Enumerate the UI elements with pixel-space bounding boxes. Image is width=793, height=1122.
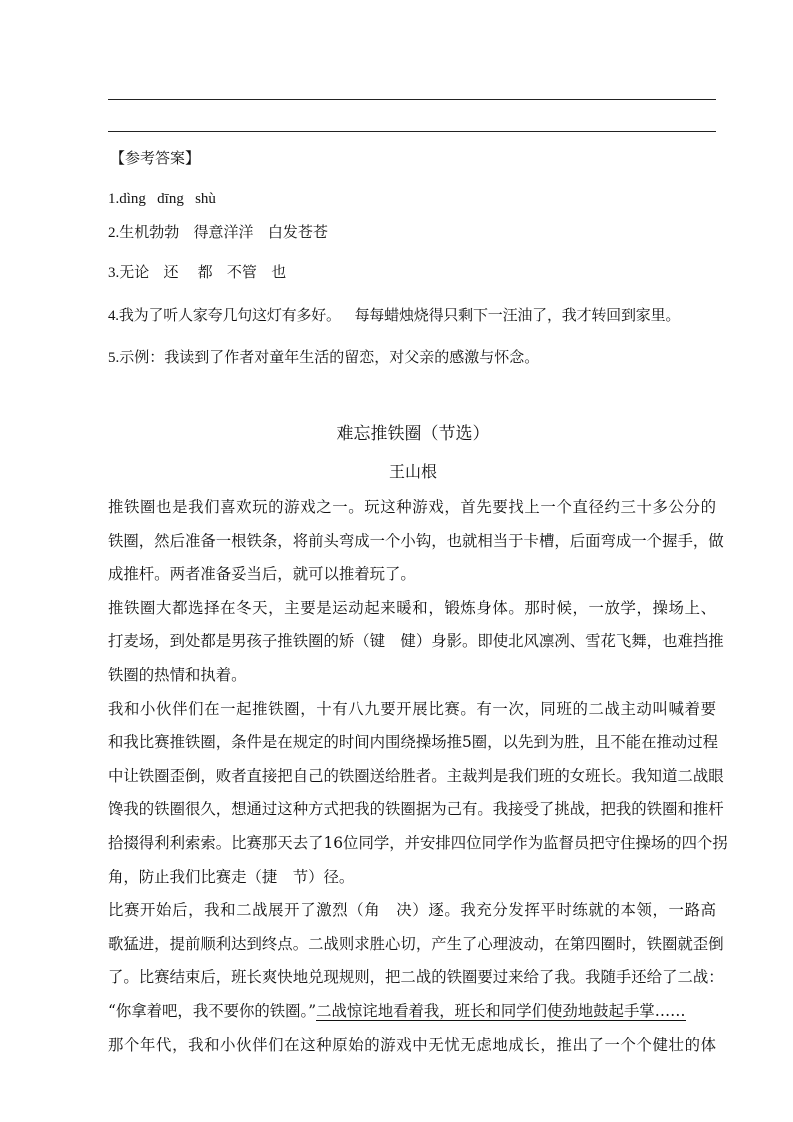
text-line: 推铁圈大都选择在冬天，主要是运动起来暖和，锻炼身体。那时候，一放学，操场上、 xyxy=(108,598,716,617)
text-line: 馋我的铁圈很久，想通过这种方式把我的铁圈据为己有。我接受了挑战，把我的铁圈和推杆 xyxy=(108,800,724,819)
answers-heading: 【参考答案】 xyxy=(110,149,201,167)
underlined-sentence: 二战惊诧地看着我，班长和同学们使劲地鼓起手掌…… xyxy=(316,1001,686,1020)
text-line: 我和小伙伴们在一起推铁圈，十有八九要开展比赛。有一次，同班的二战主动叫喊着要 xyxy=(108,699,716,718)
text-line: 歌猛进，提前顺利达到终点。二战则求胜心切，产生了心理波动，在第四圈时，铁圈就歪倒 xyxy=(108,934,724,953)
answer-item-5: 5.示例：我读到了作者对童年生活的留恋，对父亲的感激与怀念。 xyxy=(108,348,540,366)
text-line: 成推杆。两者准备妥当后，就可以推着玩了。 xyxy=(108,565,416,584)
text-line: 铁圈的热情和执着。 xyxy=(108,665,247,684)
answer-item-2: 2.生机勃勃 得意洋洋 白发苍苍 xyxy=(108,223,328,241)
text-line: 打麦场，到处都是男孩子推铁圈的矫（键 健）身影。即使北风凛冽、雪花飞舞，也难挡推 xyxy=(108,632,724,651)
article-author: 王山根 xyxy=(388,462,437,481)
text-line: 那个年代，我和小伙伴们在这种原始的游戏中无忧无虑地成长，推出了一个个健壮的体 xyxy=(108,1035,716,1054)
text-line: 了。比赛结束后，班长爽快地兑现规则，把二战的铁圈要过来给了我。我随手还给了二战： xyxy=(108,968,724,987)
answer-item-3: 3.无论 还 都 不管 也 xyxy=(108,263,287,281)
answer-item-1: 1.dìng dīng shù xyxy=(108,191,216,207)
article-title: 难忘推铁圈（节选） xyxy=(336,424,490,444)
answer-item-4: 4.我为了听人家夸几句这灯有多好。 每每蜡烛烧得只剩下一汪油了，我才转回到家里。 xyxy=(108,306,681,324)
text-line: 中让铁圈歪倒，败者直接把自己的铁圈送给胜者。主裁判是我们班的女班长。我知道二战眼 xyxy=(108,766,724,785)
text-line: 拾掇得利利索索。比赛那天去了16位同学，并安排四位同学作为监督员把守住操场的四个拐 xyxy=(108,833,728,852)
text-line: “你拿着吧，我不要你的铁圈。”二战惊诧地看着我，班长和同学们使劲地鼓起手掌…… xyxy=(108,1001,686,1020)
text-line: 角，防止我们比赛走（捷 节）径。 xyxy=(108,867,355,886)
text-line: 比赛开始后，我和二战展开了激烈（角 决）逐。我充分发挥平时练就的本领，一路高 xyxy=(108,901,716,920)
article-body xyxy=(108,496,728,1067)
text-line: 和我比赛推铁圈，条件是在规定的时间内围绕操场推5圈，以先到为胜，且不能在推动过程 xyxy=(108,733,719,752)
text-line: 铁圈，然后准备一根铁条，将前头弯成一个小钩，也就相当于卡槽，后面弯成一个握手，做 xyxy=(108,531,724,550)
answer-blank-line-1 xyxy=(108,99,716,100)
text-line: 推铁圈也是我们喜欢玩的游戏之一。玩这种游戏，首先要找上一个直径约三十多公分的 xyxy=(108,498,716,516)
answer-blank-line-2 xyxy=(108,131,716,132)
